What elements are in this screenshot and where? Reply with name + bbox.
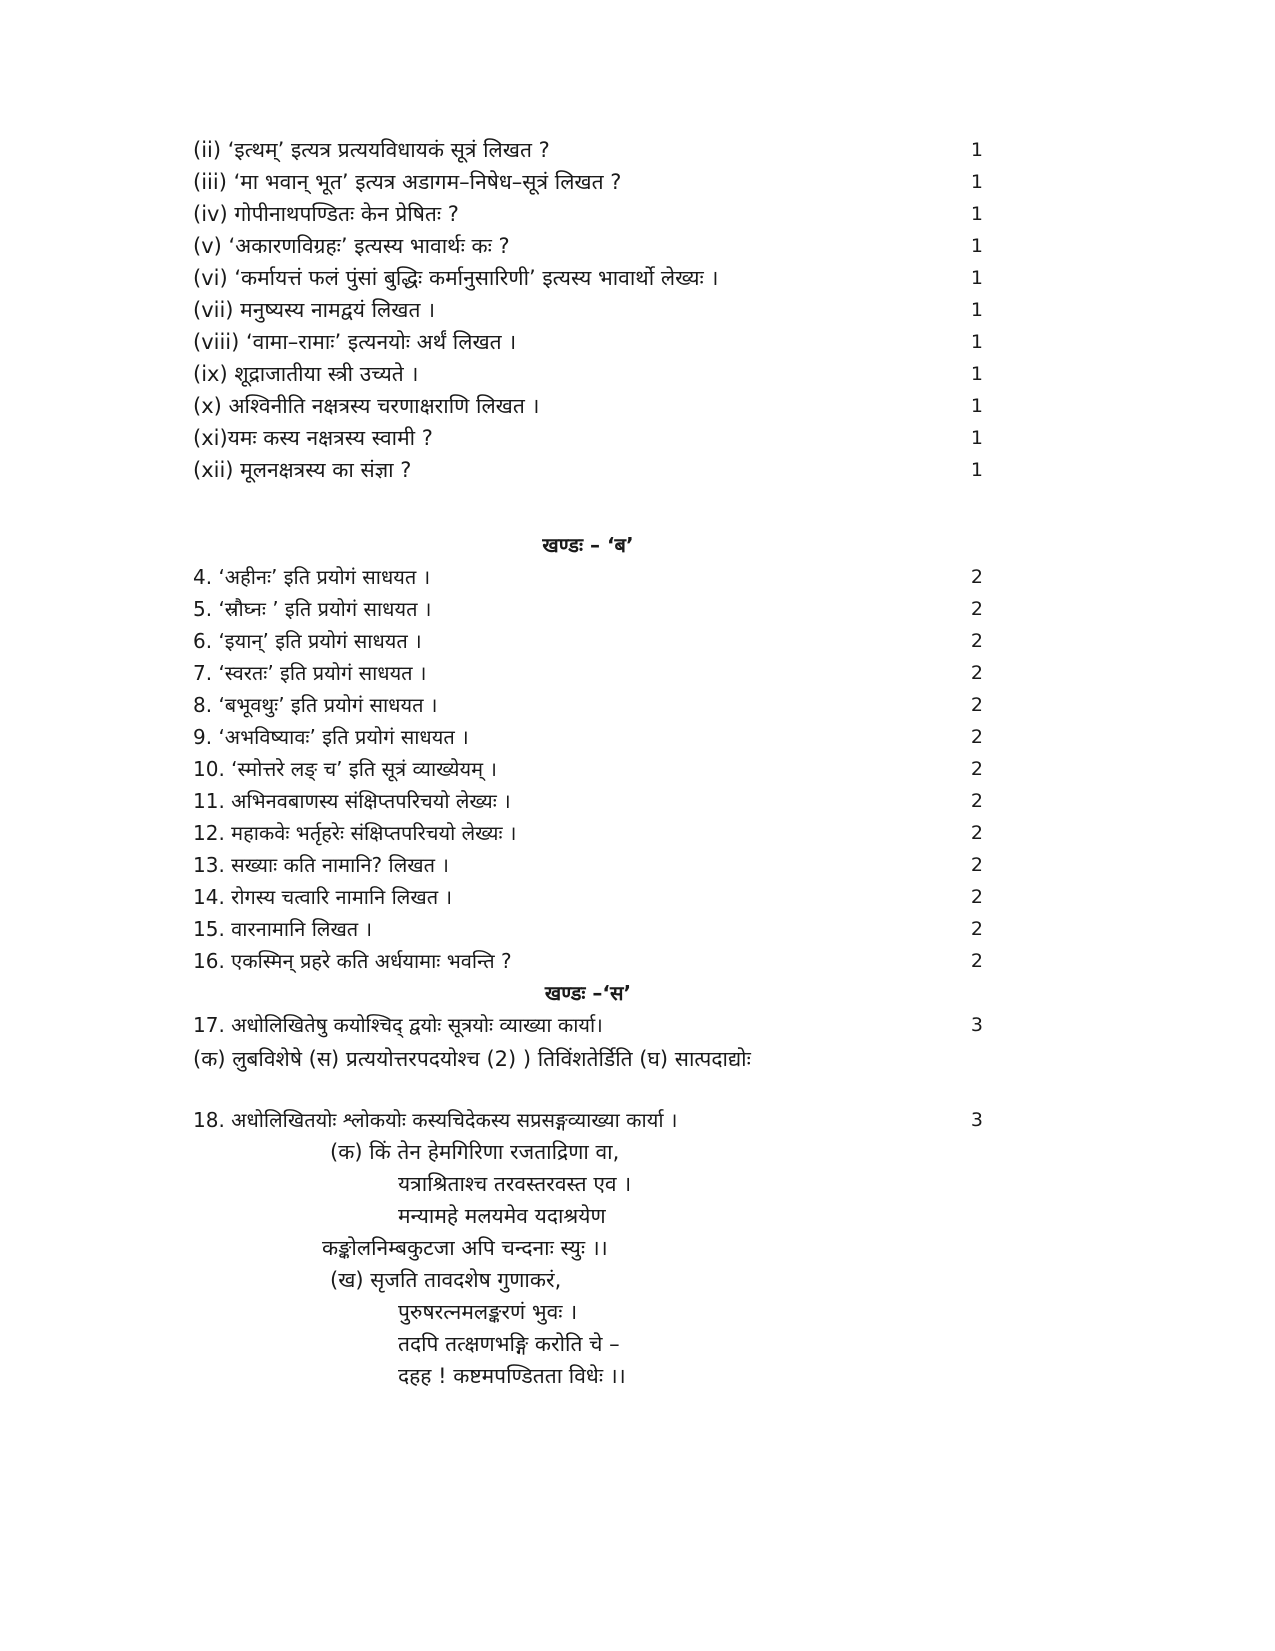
question-text: 15. वारनामानि लिखत । (193, 917, 373, 941)
question-text: 10. ‘स्मोत्तरे लङ् च’ इति सूत्रं व्याख्येयम् । (193, 757, 497, 781)
question-marks: 1 (970, 363, 983, 385)
question-row (193, 849, 983, 881)
question-marks: 2 (970, 598, 983, 620)
question-text: 4. ‘अहीनः’ इति प्रयोगं साधयत । (193, 565, 431, 589)
question-marks: 2 (970, 918, 983, 940)
verse-kha-line: दहह ! कष्टमपण्डितता विधेः ।। (398, 1364, 626, 1388)
question-row (193, 625, 983, 657)
question-text: 14. रोगस्य चत्वारि नामानि लिखत । (193, 885, 453, 909)
question-marks: 3 (970, 1014, 983, 1036)
question-row (193, 753, 983, 785)
question-text: (vii) मनुष्यस्य नामद्वयं लिखत । (193, 298, 436, 322)
question-row (193, 230, 983, 262)
question-marks: 2 (970, 694, 983, 716)
verse-ka-line: (क) किं तेन हेमगिरिणा रजताद्रिणा वा, (330, 1140, 620, 1164)
question-text: 5. ‘स्रौघ्नः ’ इति प्रयोगं साधयत । (193, 597, 432, 621)
question-marks: 2 (970, 822, 983, 844)
verse-kha-line: (ख) सृजति तावदशेष गुणाकरं, (330, 1268, 562, 1292)
question-text: (iii) ‘मा भवान् भूत’ इत्यत्र अडागम–निषेध–सूत्रं लिखत ? (193, 170, 622, 194)
question-marks: 2 (970, 758, 983, 780)
q17-options (193, 1043, 983, 1075)
question-text: (iv) गोपीनाथपण्डितः केन प्रेषितः ? (193, 202, 459, 226)
question-row (193, 262, 983, 294)
question-marks: 1 (970, 331, 983, 353)
question-row (193, 198, 983, 230)
question-row (193, 390, 983, 422)
question-row (193, 294, 983, 326)
question-row (193, 561, 983, 593)
section-c-heading: खण्डः –‘स’ (544, 981, 632, 1005)
question-row (193, 785, 983, 817)
question-marks: 1 (970, 395, 983, 417)
question-marks: 1 (970, 299, 983, 321)
question-row (193, 817, 983, 849)
question-marks: 2 (970, 630, 983, 652)
question-text: 16. एकस्मिन् प्रहरे कति अर्धयामाः भवन्ति ? (193, 949, 512, 973)
question-row (193, 358, 983, 390)
question-marks: 2 (970, 950, 983, 972)
question-row (193, 881, 983, 913)
question-marks: 1 (970, 139, 983, 161)
question-text: 8. ‘बभूवथुः’ इति प्रयोगं साधयत । (193, 693, 438, 717)
q17-options-text: (क) लुबविशेषे (स) प्रत्ययोत्तरपदयोश्च (2) ) तिविंशतेर्डिति (घ) सात्पदाद्योः (193, 1047, 751, 1071)
question-text: 9. ‘अभविष्यावः’ इति प्रयोगं साधयत । (193, 725, 469, 749)
question-text: (x) अश्विनीति नक्षत्रस्य चरणाक्षराणि लिखत । (193, 394, 540, 418)
question-text: (ii) ‘इत्थम्’ इत्यत्र प्रत्ययविधायकं सूत्रं लिखत ? (193, 138, 550, 162)
verse-ka-line: यत्राश्रिताश्च तरवस्तरवस्त एव । (398, 1172, 632, 1196)
question-marks: 2 (970, 662, 983, 684)
question-row (193, 1104, 983, 1136)
question-text: 12. महाकवेः भर्तृहरेः संक्षिप्तपरिचयो लेख्यः । (193, 821, 517, 845)
question-text: 11. अभिनवबाणस्य संक्षिप्तपरिचयो लेख्यः । (193, 789, 511, 813)
question-row (193, 945, 983, 977)
question-marks: 2 (970, 726, 983, 748)
question-marks: 3 (970, 1109, 983, 1131)
question-marks: 2 (970, 566, 983, 588)
question-text: 17. अधोलिखितेषु कयोश्चिद् द्वयोः सूत्रयोः व्याख्या कार्या। (193, 1013, 603, 1037)
question-marks: 1 (970, 171, 983, 193)
question-text: 7. ‘स्वरतः’ इति प्रयोगं साधयत । (193, 661, 427, 685)
section-b-heading: खण्डः – ‘ब’ (542, 533, 634, 557)
question-marks: 2 (970, 854, 983, 876)
question-text: (xii) मूलनक्षत्रस्य का संज्ञा ? (193, 458, 412, 482)
question-text: (vi) ‘कर्मायत्तं फलं पुंसां बुद्धिः कर्मानुसारिणी’ इत्यस्य भावार्थो लेख्यः । (193, 266, 719, 290)
question-row (193, 454, 983, 486)
question-marks: 2 (970, 790, 983, 812)
verse-kha-line: पुरुषरत्नमलङ्करणं भुवः । (398, 1300, 578, 1324)
question-row (193, 657, 983, 689)
question-marks: 1 (970, 427, 983, 449)
question-text: 13. सख्याः कति नामानि? लिखत । (193, 853, 449, 877)
question-marks: 2 (970, 886, 983, 908)
question-row (193, 593, 983, 625)
verse-ka-line: मन्यामहे मलयमेव यदाश्रयेण (398, 1204, 606, 1228)
question-marks: 1 (970, 235, 983, 257)
question-row (193, 689, 983, 721)
question-text: 18. अधोलिखितयोः श्लोकयोः कस्यचिदेकस्य सप्रसङ्गव्याख्या कार्या । (193, 1108, 678, 1132)
question-text: (ix) शूद्राजातीया स्त्री उच्यते । (193, 362, 419, 386)
verse-kha-line: तदपि तत्क्षणभङ्गि करोति चे – (398, 1332, 620, 1356)
question-row (193, 422, 983, 454)
question-marks: 1 (970, 459, 983, 481)
question-row (193, 134, 983, 166)
question-row (193, 166, 983, 198)
question-text: (viii) ‘वामा–रामाः’ इत्यनयोः अर्थं लिखत । (193, 330, 517, 354)
verse-ka-line: कङ्कोलनिम्बकुटजा अपि चन्दनाः स्युः ।। (322, 1236, 608, 1260)
question-row (193, 913, 983, 945)
question-text: 6. ‘इयान्’ इति प्रयोगं साधयत । (193, 629, 422, 653)
question-row (193, 1009, 983, 1041)
question-text: (xi)यमः कस्य नक्षत्रस्य स्वामी ? (193, 426, 433, 450)
question-text: (v) ‘अकारणविग्रहः’ इत्यस्य भावार्थः कः ? (193, 234, 510, 258)
question-marks: 1 (970, 267, 983, 289)
question-row (193, 326, 983, 358)
question-marks: 1 (970, 203, 983, 225)
question-row (193, 721, 983, 753)
